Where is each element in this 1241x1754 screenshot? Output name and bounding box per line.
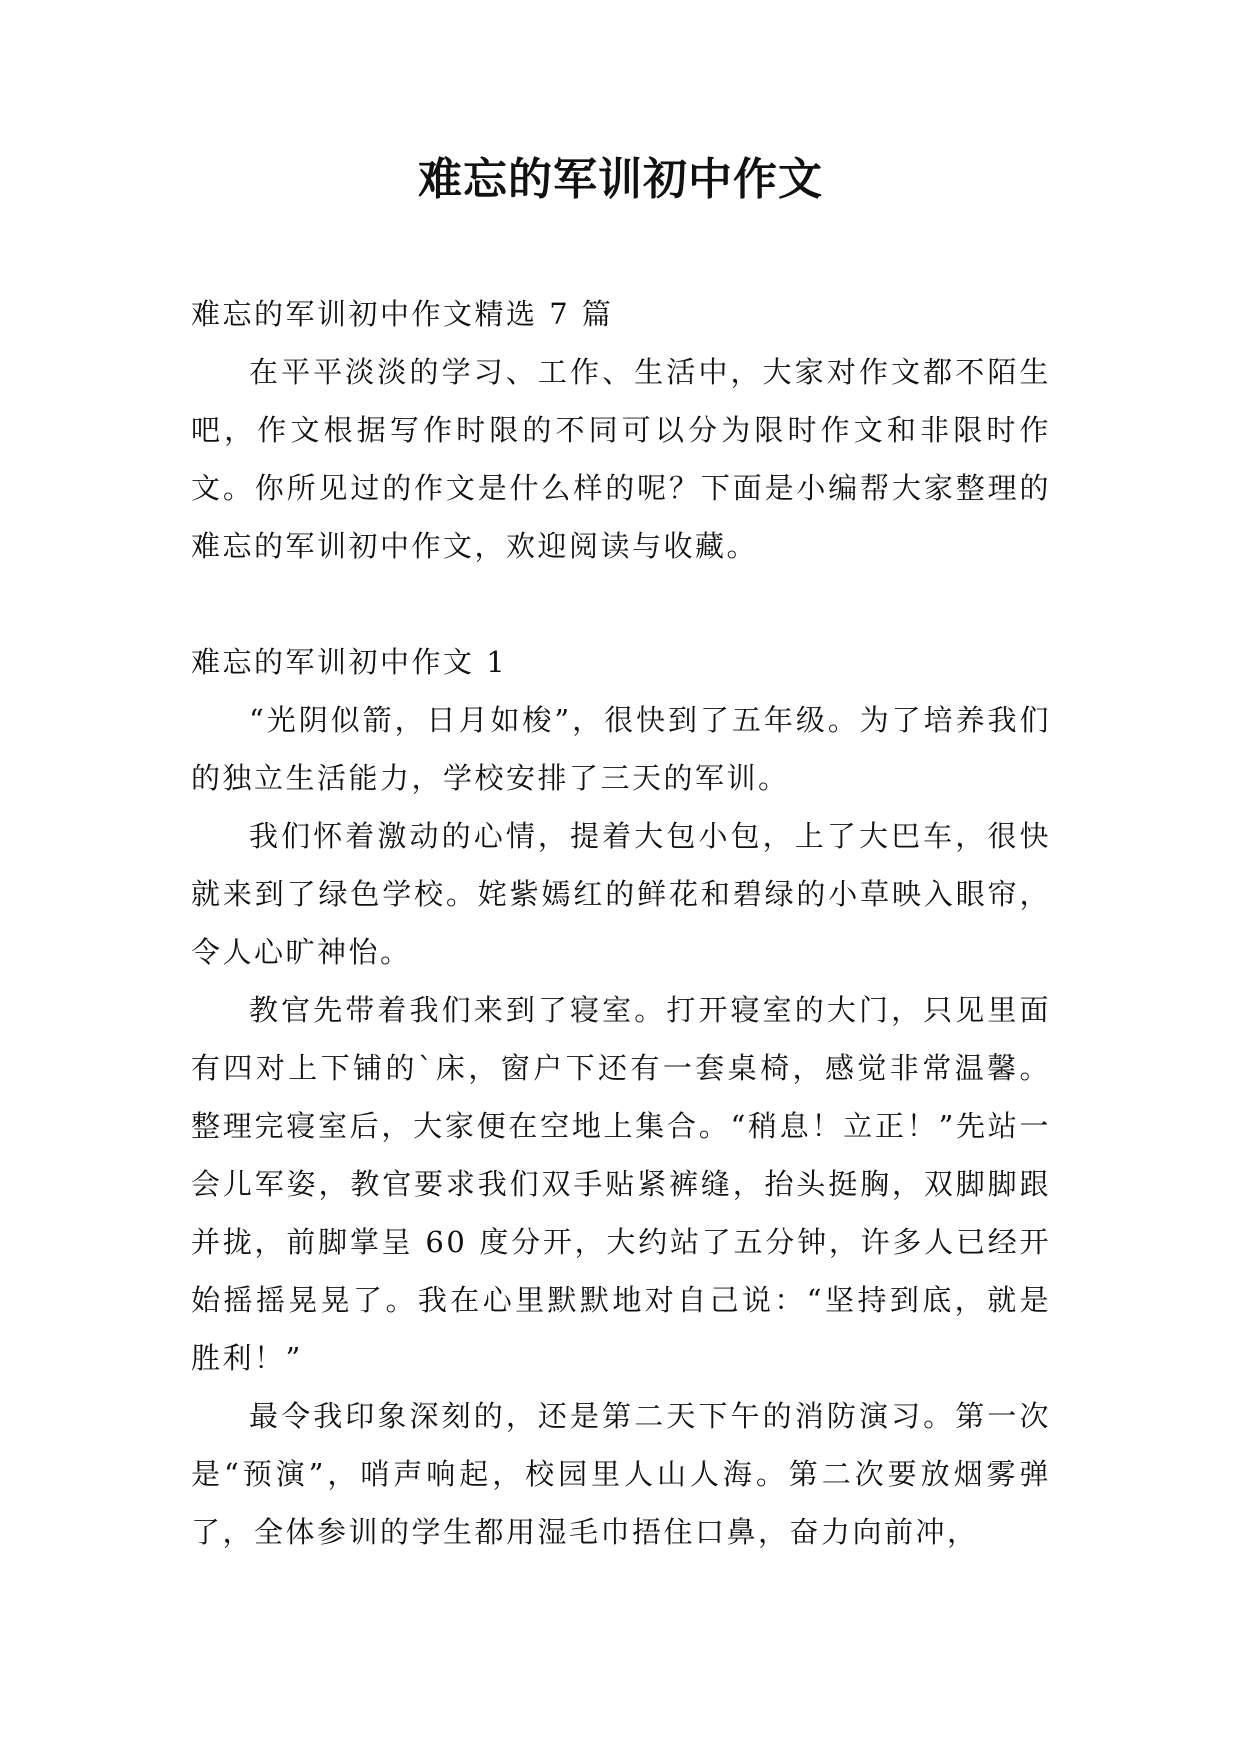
section-spacer <box>191 575 1051 633</box>
body-paragraph-4: 最令我印象深刻的，还是第二天下午的消防演习。第一次是“预演”，哨声响起，校园里人山人海。第二次要放烟雾弹了，全体参训的学生都用湿毛巾捂住口鼻，奋力向前冲， <box>191 1399 1051 1549</box>
section-heading: 难忘的军训初中作文 1 <box>191 645 508 679</box>
body-paragraph-2: 我们怀着激动的心情，提着大包小包，上了大巴车，很快就来到了绿色学校。姹紫嫣红的鲜花和碧绿的小草映入眼帘，令人心旷神怡。 <box>191 819 1051 969</box>
intro-paragraph: 在平平淡淡的学习、工作、生活中，大家对作文都不陌生吧，作文根据写作时限的不同可以分为限时作文和非限时作文。你所见过的作文是什么样的呢？下面是小编帮大家整理的难忘的军训初中作文，欢迎阅读与收藏。 <box>191 355 1051 563</box>
document-body <box>191 285 1051 1561</box>
body-paragraph-3: 教官先带着我们来到了寝室。打开寝室的大门，只见里面有四对上下铺的`床，窗户下还有一套桌椅，感觉非常温馨。整理完寝室后，大家便在空地上集合。“稍息！立正！”先站一会儿军姿，教官要求我们双手贴紧裤缝，抬头挺胸，双脚脚跟并拢，前脚掌呈 60 度分开，大约站了五分钟，许多人已经开始摇摇晃晃了。我在心里默默地对自己说：“坚持到底，就是胜利！” <box>191 993 1051 1375</box>
document-subtitle: 难忘的军训初中作文精选 7 篇 <box>191 297 614 331</box>
document-title: 难忘的军训初中作文 <box>418 154 823 205</box>
body-paragraph-1: “光阴似箭，日月如梭”，很快到了五年级。为了培养我们的独立生活能力，学校安排了三天的军训。 <box>191 703 1051 795</box>
